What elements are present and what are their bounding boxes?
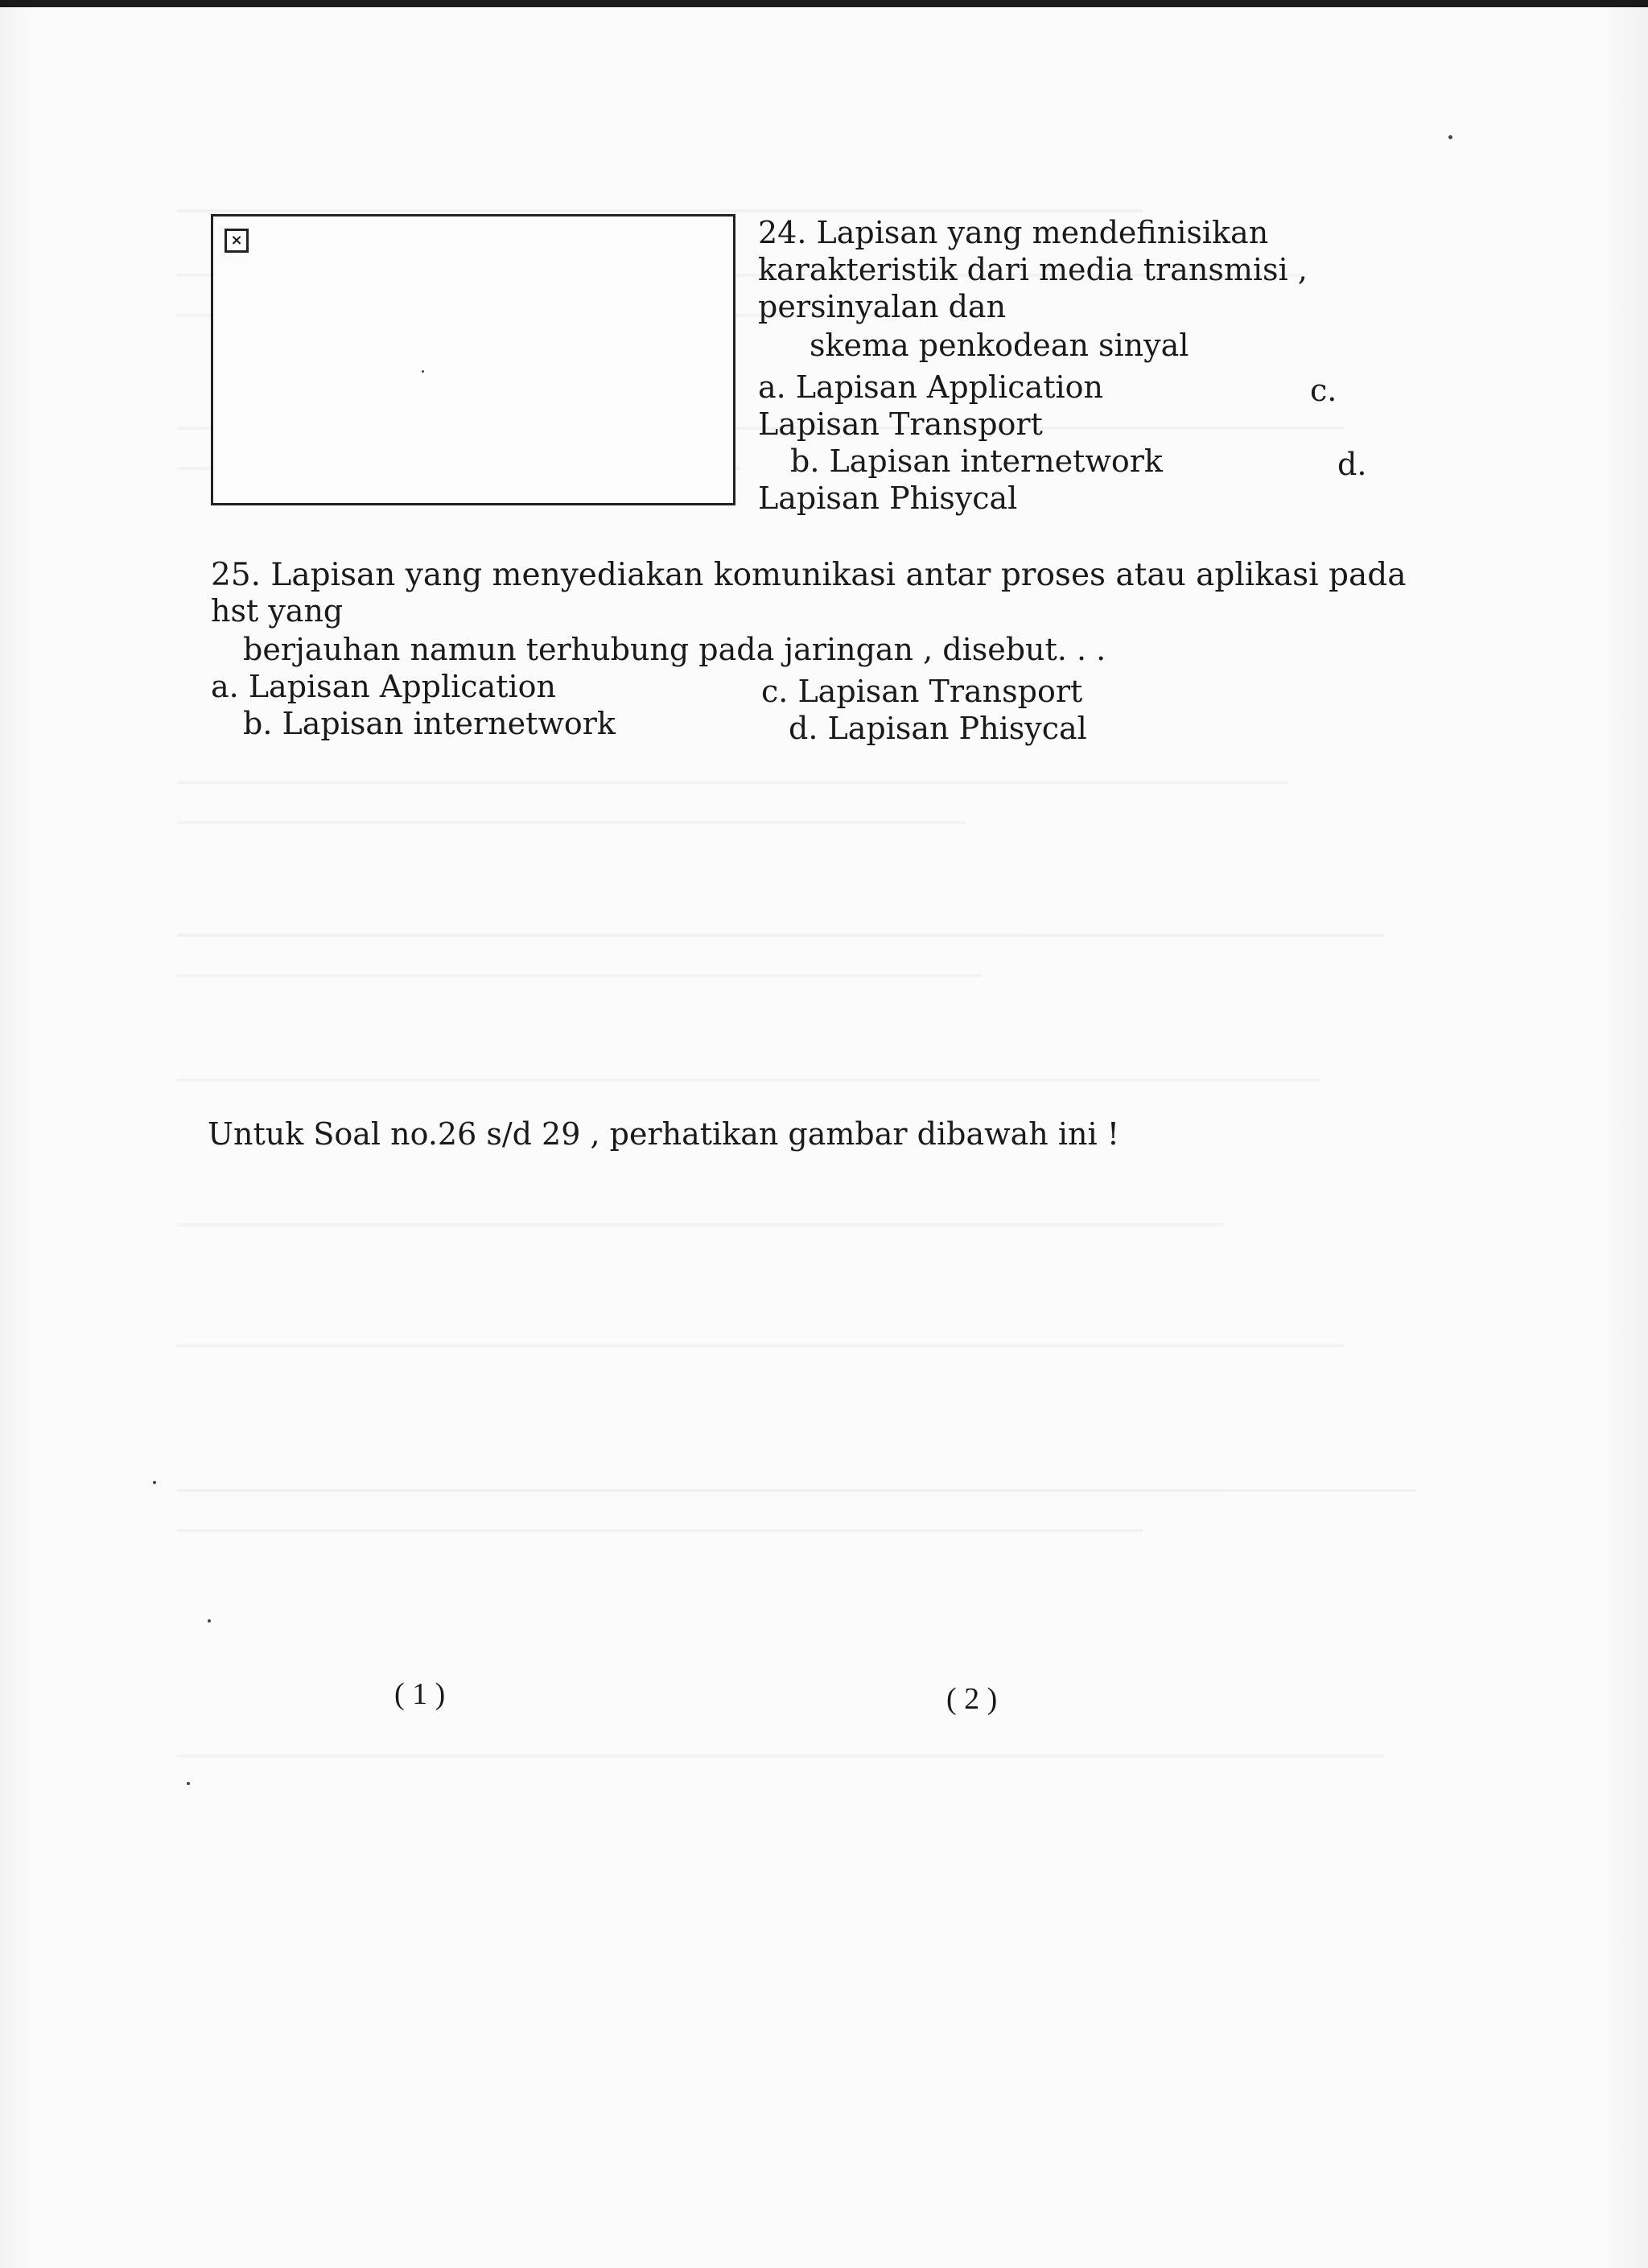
q24-line-1: 24. Lapisan yang mendefinisikan xyxy=(758,215,1269,250)
q24-line-3: persinyalan dan xyxy=(758,289,1007,324)
q25-option-b: b. Lapisan internetwork xyxy=(243,706,616,741)
q24-option-b: b. Lapisan internetwork xyxy=(790,443,1163,479)
scan-top-border xyxy=(0,0,1648,7)
q24-option-c-letter: c. xyxy=(1310,373,1337,408)
scan-speck xyxy=(208,1619,211,1623)
scan-speck xyxy=(153,1481,156,1484)
q24-line-2: karakteristik dari media transmisi , xyxy=(758,252,1308,287)
broken-image-icon: × xyxy=(225,229,249,253)
scan-speck xyxy=(422,370,424,373)
q25-line-3: berjauhan namun terhubung pada jaringan , disebut. . . xyxy=(243,632,1106,667)
figure-1-label: ( 1 ) xyxy=(394,1677,446,1711)
figure-2-label: ( 2 ) xyxy=(946,1682,998,1716)
q24-option-d-text: Lapisan Phisycal xyxy=(758,480,1018,516)
scan-right-shadow xyxy=(1600,0,1648,2268)
q25-line-2: hst yang xyxy=(211,593,344,629)
scan-speck xyxy=(187,1782,190,1785)
scan-speck xyxy=(1448,135,1452,139)
scan-left-shadow xyxy=(0,0,32,2268)
missing-image-placeholder xyxy=(211,214,735,505)
q25-line-1: 25. Lapisan yang menyediakan komunikasi antar proses atau aplikasi pada xyxy=(211,557,1407,593)
q24-line-4: skema penkodean sinyal xyxy=(810,328,1189,363)
q25-option-c: c. Lapisan Transport xyxy=(761,674,1083,709)
q24-option-a: a. Lapisan Application xyxy=(758,369,1104,405)
q24-option-d-letter: d. xyxy=(1337,447,1367,482)
q25-option-a: a. Lapisan Application xyxy=(211,669,557,704)
q25-option-d: d. Lapisan Phisycal xyxy=(789,711,1087,746)
instruction-text: Untuk Soal no.26 s/d 29 , perhatikan gambar dibawah ini ! xyxy=(208,1116,1119,1152)
q24-option-c-text: Lapisan Transport xyxy=(758,406,1043,442)
